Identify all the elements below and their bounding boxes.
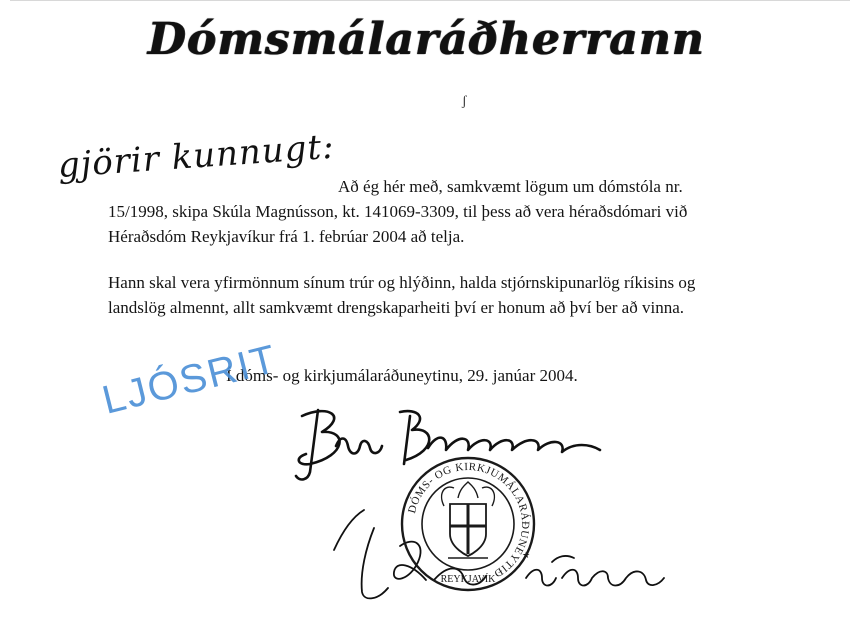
place-date-line: Í dóms- og kirkjumálaráðuneytinu, 29. janúar 2004. xyxy=(226,366,578,385)
coat-of-arms-icon xyxy=(442,482,495,558)
seal-star-icon: ★ xyxy=(522,550,531,560)
body-line-4: Hann skal vera yfirmönnum sínum trúr og hlýðinn, halda stjórnskipunarlög ríkisins og xyxy=(108,273,696,292)
body-line-5: landslög almennt, allt samkvæmt drengskaparheiti því er honum að því ber að vinna. xyxy=(108,298,684,317)
seal-bottom-text: REYKJAVÍK xyxy=(440,574,496,585)
official-seal xyxy=(398,454,538,594)
body-line-3: Héraðsdóm Reykjavíkur frá 1. febrúar 2004 að telja. xyxy=(108,227,465,246)
copy-stamp: LJÓSRIT xyxy=(98,336,282,423)
document-heading: Dómsmálaráðherrann xyxy=(147,14,705,65)
intro-handwriting: gjörir kunnugt: xyxy=(56,126,336,186)
body-line-1: Að ég hér með, samkvæmt lögum um dómstóla nr. xyxy=(338,177,683,196)
page-top-edge xyxy=(10,0,850,3)
body-line-2: 15/1998, skipa Skúla Magnússon, kt. 141069-3309, til þess að vera héraðsdómari við xyxy=(108,202,688,221)
seal-ring-text: DÓMS- OG KIRKJUMÁLARÁÐUNEYTIÐ xyxy=(406,460,532,580)
heading-flourish: ʃ xyxy=(462,94,467,109)
